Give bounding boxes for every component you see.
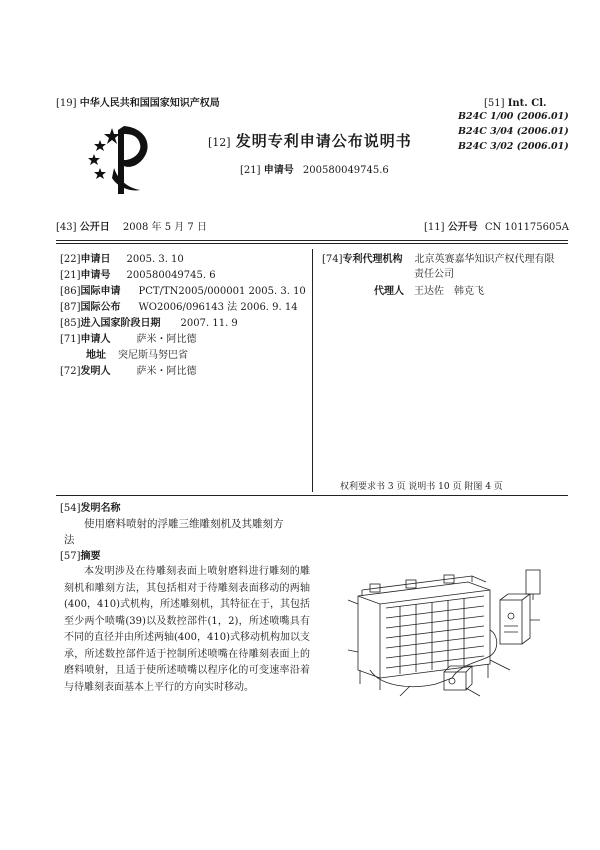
filing-date: [22]申请日 2005. 3. 10 (60, 254, 184, 265)
patent-agency: [74]专利代理机构 北京英赛嘉华知识产权代理有限 (322, 254, 555, 265)
pub-number: [11] 公开号 CN 101175605A (424, 222, 569, 233)
title-heading: [54]发明名称 (60, 503, 121, 514)
pct-publication: [87]国际公布 WO2006/096143 法 2006. 9. 14 (60, 302, 298, 313)
int-cl-item: B24C 1/00 (2006.01) (458, 111, 569, 122)
sipo-logo-icon (84, 120, 156, 198)
applicant: [71]申请人 萨米・阿比德 (60, 334, 197, 345)
pub-date: [43] 公开日 2008 年 5 月 7 日 (56, 222, 207, 233)
applicant-address: 地址 突尼斯马努巴省 (86, 350, 188, 361)
patent-agency-cont: 责任公司 (414, 269, 454, 280)
int-cl-heading: [51] Int. Cl. (484, 98, 547, 109)
int-cl-list (458, 111, 569, 153)
inventor: [72]发明人 萨米・阿比德 (60, 366, 197, 377)
authority-line: [19] 中华人民共和国国家知识产权局 (56, 98, 220, 109)
column-divider (312, 249, 313, 492)
divider (56, 240, 568, 241)
divider (56, 495, 568, 496)
doc-type-title: 发明专利申请公布说明书 (235, 132, 412, 150)
abstract-heading: [57]摘要 (60, 551, 101, 562)
abstract-body (64, 564, 310, 696)
page-counts: 权利要求书 3 页 说明书 10 页 附图 4 页 (340, 482, 503, 492)
abstract-drawing-figure (340, 560, 560, 700)
pct-application: [86]国际申请 PCT/TN2005/000001 2005. 3. 10 (60, 286, 306, 297)
authority-name: 中华人民共和国国家知识产权局 (79, 98, 220, 109)
invention-title-cont: 法 (64, 534, 75, 546)
int-cl-item: B24C 3/02 (2006.01) (458, 141, 569, 152)
doc-type-line: [12] 发明专利申请公布说明书 (208, 132, 412, 150)
header-app-no: [21] 申请号 200580049745.6 (240, 165, 389, 176)
abstract-text: 本发明涉及在待雕刻表面上喷射磨料进行雕刻的雕刻机和雕刻方法，其包括相对于待雕刻表面移动的两轴(400，410)式机构，所述雕刻机，其特征在于，其包括至少两个喷嘴(39)以及数控部件(1，2)，所述喷嘴具有不同的直径并由所述两轴(400，410)式移动机构加以支承，所述数控部件适于控制所述喷嘴在待雕刻表面上的磨料喷射，且适于使所述喷嘴以程序化的可变速率沿着与待雕刻表面基本上平行的方向实时移动。 (64, 566, 310, 693)
application-number: [21]申请号 200580049745. 6 (60, 270, 216, 281)
patent-agents: 代理人 王达佐 韩克飞 (374, 286, 484, 297)
national-phase-date: [85]进入国家阶段日期 2007. 11. 9 (60, 318, 238, 329)
int-cl-item: B24C 3/04 (2006.01) (458, 126, 569, 137)
invention-title: 使用磨料喷射的浮雕三维雕刻机及其雕刻方 (84, 518, 284, 530)
divider (56, 243, 568, 244)
